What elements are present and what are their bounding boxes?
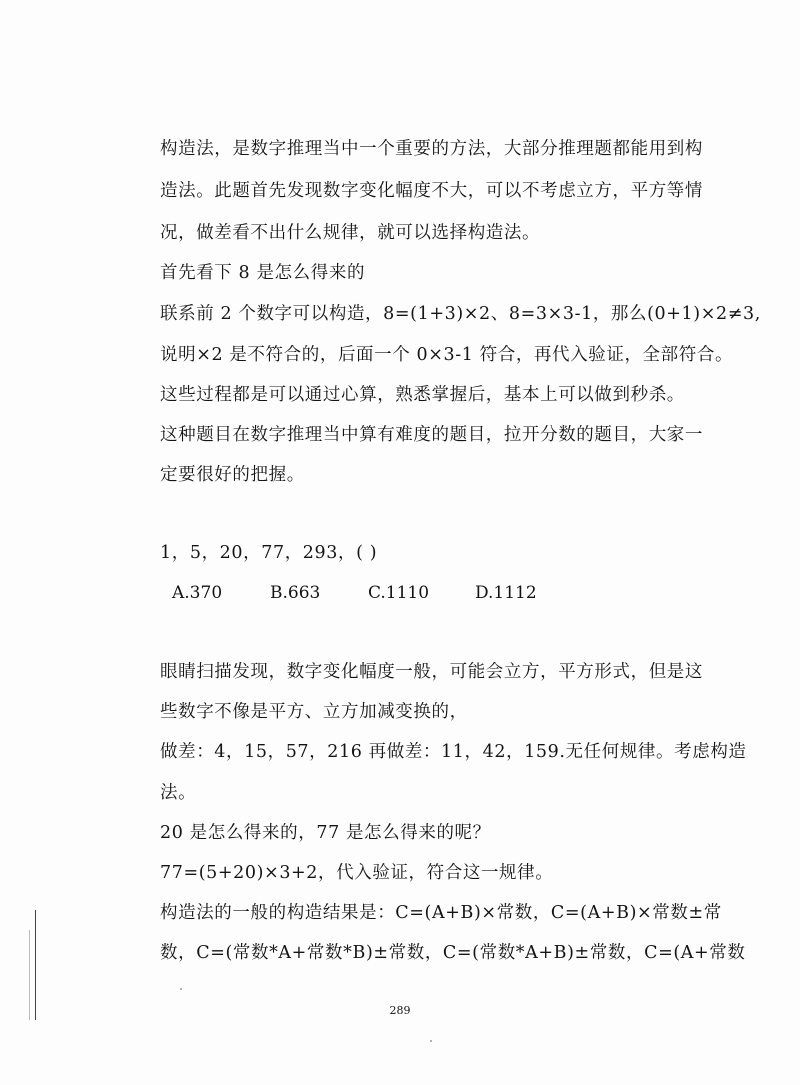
analysis-line-5: 20 是怎么得来的，77 是怎么得来的呢？ (160, 823, 491, 843)
analysis-line-4: 法。 (160, 783, 197, 803)
option-b: B.663 (270, 583, 321, 603)
question-stem: 1，5，20，77，293，( ) (160, 543, 378, 563)
intro-line-3: 况，做差看不出什么规律，就可以选择构造法。 (160, 223, 541, 243)
note-line-1: 这种题目在数字推理当中算有难度的题目，拉开分数的题目，大家一 (160, 425, 703, 445)
scan-speck (180, 988, 182, 990)
link-line-1: 联系前 2 个数字可以构造，8=(1+3)×2、8=3×3-1，那么(0+1)×2≠3, (160, 304, 761, 324)
scan-margin-line (35, 910, 36, 1020)
analysis-line-3: 做差：4，15，57，216 再做差：11，42，159.无任何规律。考虑构造 (160, 742, 747, 762)
note-line-2: 定要很好的把握。 (160, 465, 305, 485)
option-d: D.1112 (475, 583, 537, 603)
analysis-line-6: 77=(5+20)×3+2，代入验证，符合这一规律。 (160, 863, 554, 883)
link-line-2: 说明×2 是不符合的，后面一个 0×3-1 符合，再代入验证，全部符合。 (160, 345, 734, 365)
analysis-line-7: 构造法的一般的构造结果是：C=(A+B)×常数，C=(A+B)×常数±常 (160, 903, 722, 923)
analysis-line-8: 数，C=(常数*A+常数*B)±常数，C=(常数*A+B)±常数，C=(A+常数 (160, 943, 746, 963)
first-step-line: 首先看下 8 是怎么得来的 (160, 263, 366, 283)
analysis-line-2: 些数字不像是平方、立方加减变换的， (160, 702, 468, 722)
scan-speck (430, 1040, 432, 1042)
scan-margin-line-faint (29, 930, 30, 1020)
page-number: 289 (389, 1004, 411, 1017)
link-line-3: 这些过程都是可以通过心算，熟悉掌握后，基本上可以做到秒杀。 (160, 385, 685, 405)
intro-line-2: 造法。此题首先发现数字变化幅度不大，可以不考虑立方，平方等情 (160, 181, 703, 201)
analysis-line-1: 眼睛扫描发现，数字变化幅度一般，可能会立方，平方形式，但是这 (160, 662, 703, 682)
intro-line-1: 构造法，是数字推理当中一个重要的方法，大部分推理题都能用到构 (160, 139, 703, 159)
option-c: C.1110 (368, 583, 430, 603)
option-a: A.370 (172, 583, 223, 603)
